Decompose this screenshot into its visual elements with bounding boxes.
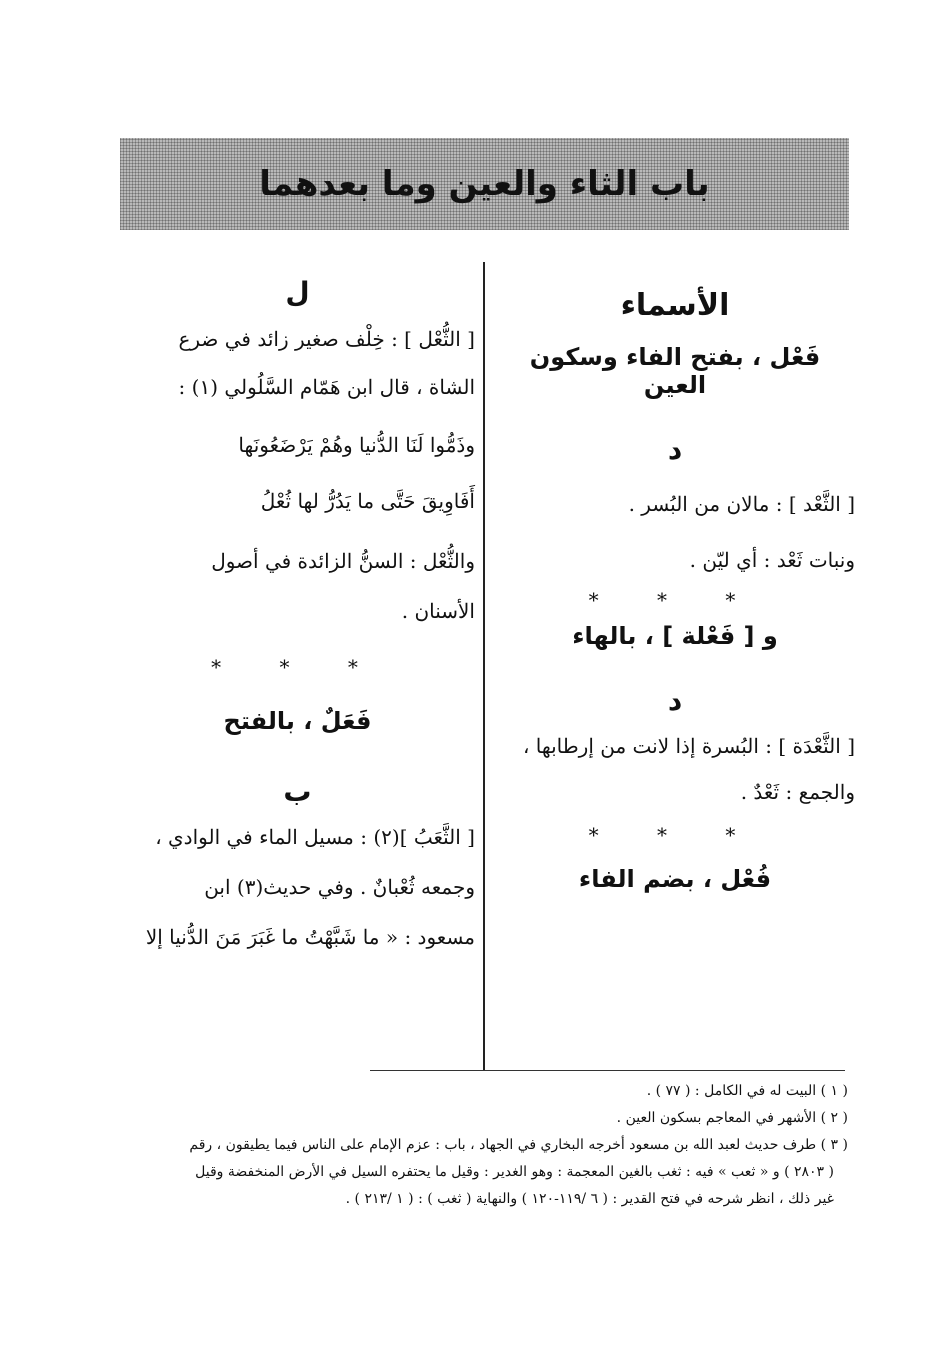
- entry-text: [ الثَّعْدَة ] : البُسرة إذا لانت من إرطابها ،: [522, 734, 855, 758]
- pattern-heading: فَعْل ، بفتح الفاء وسكون العين: [529, 343, 821, 399]
- entry-text: وجمعه ثُعْبانٌ . وفي حديث(٣) ابن: [204, 875, 475, 899]
- entry-text: الأسنان .: [401, 599, 475, 623]
- entry-text: مسعود : « ما شَبَّهْتُ ما غَبَرَ مَنَ الدُّنيا إلا: [145, 925, 475, 949]
- pattern-heading: و [ فَعْلة ] ، بالهاء: [572, 622, 778, 650]
- entry-text: والجمع : ثَعْدٌ .: [740, 780, 855, 804]
- entry-text: [ الثُّعْل ] : خِلْف صغير زائد في ضرع: [178, 327, 475, 351]
- right-column: [495, 270, 855, 893]
- entry-text: [ الثَّعَبُ ](٢) : مسيل الماء في الوادي ،: [155, 825, 475, 849]
- chapter-title: باب الثاء والعين وما بعدهما: [259, 164, 710, 204]
- footnote-rule: [370, 1070, 845, 1071]
- letter-heading: د: [667, 433, 683, 466]
- chapter-banner: [120, 138, 849, 230]
- separator-stars: * * *: [211, 655, 384, 679]
- entry-text: [ الثَّعْد ] : مالان من البُسر .: [628, 492, 855, 516]
- letter-heading: ب: [283, 775, 312, 808]
- letter-heading: د: [667, 684, 683, 717]
- left-column: [120, 270, 475, 962]
- section-title: الأسماء: [620, 288, 730, 323]
- footnote: ( ١ ) البيت له في الكامل : ( ٧٧ ) .: [646, 1083, 848, 1099]
- footnote-continuation: غير ذلك ، انظر شرحه في فتح القدير : ( ٦ /١١٩-١٢٠ ) والنهاية ( ثغب ) : ( ١ /٢١٣ ) .: [345, 1191, 834, 1207]
- footnotes: [100, 1078, 848, 1213]
- footnote: ( ٣ ) طرف حديث لعبد الله بن مسعود أخرجه البخاري في الجهاد ، باب : عزم الإمام على الناس فيما يطيقون ، رقم: [189, 1137, 848, 1153]
- separator-stars: * * *: [588, 823, 762, 847]
- entry-text: والثُّعْل : السنُّ الزائدة في أصول: [211, 549, 475, 573]
- verse-line: وذَمُّوا لَنَا الدُّنيا وهُمْ يَرْضَعُونَها: [238, 433, 475, 457]
- pattern-heading: فُعْل ، بضم الفاء: [578, 865, 772, 893]
- entry-text: الشاة ، قال ابن هَمّام السَّلُولي (١) :: [178, 375, 475, 399]
- column-divider: [483, 262, 485, 1070]
- pattern-heading: فَعَلٌ ، بالفتح: [223, 707, 372, 735]
- letter-heading: ل: [285, 276, 310, 309]
- verse-line: أَفَاوِيقَ حَتَّى ما يَدُرُّ لها ثُعْلُ: [260, 489, 475, 513]
- entry-text: ونبات ثَعْد : أي ليّن .: [689, 548, 855, 572]
- footnote: ( ٢ ) الأشهر في المعاجم بسكون العين .: [616, 1110, 848, 1126]
- separator-stars: * * *: [588, 588, 762, 612]
- footnote-continuation: ( ٢٨٠٣ ) و « ثعب » فيه : ثغب بالغين المعجمة : وهو الغدير : وقيل ما يحتفره السيل في الأرض المنخفضة وقيل: [195, 1164, 834, 1180]
